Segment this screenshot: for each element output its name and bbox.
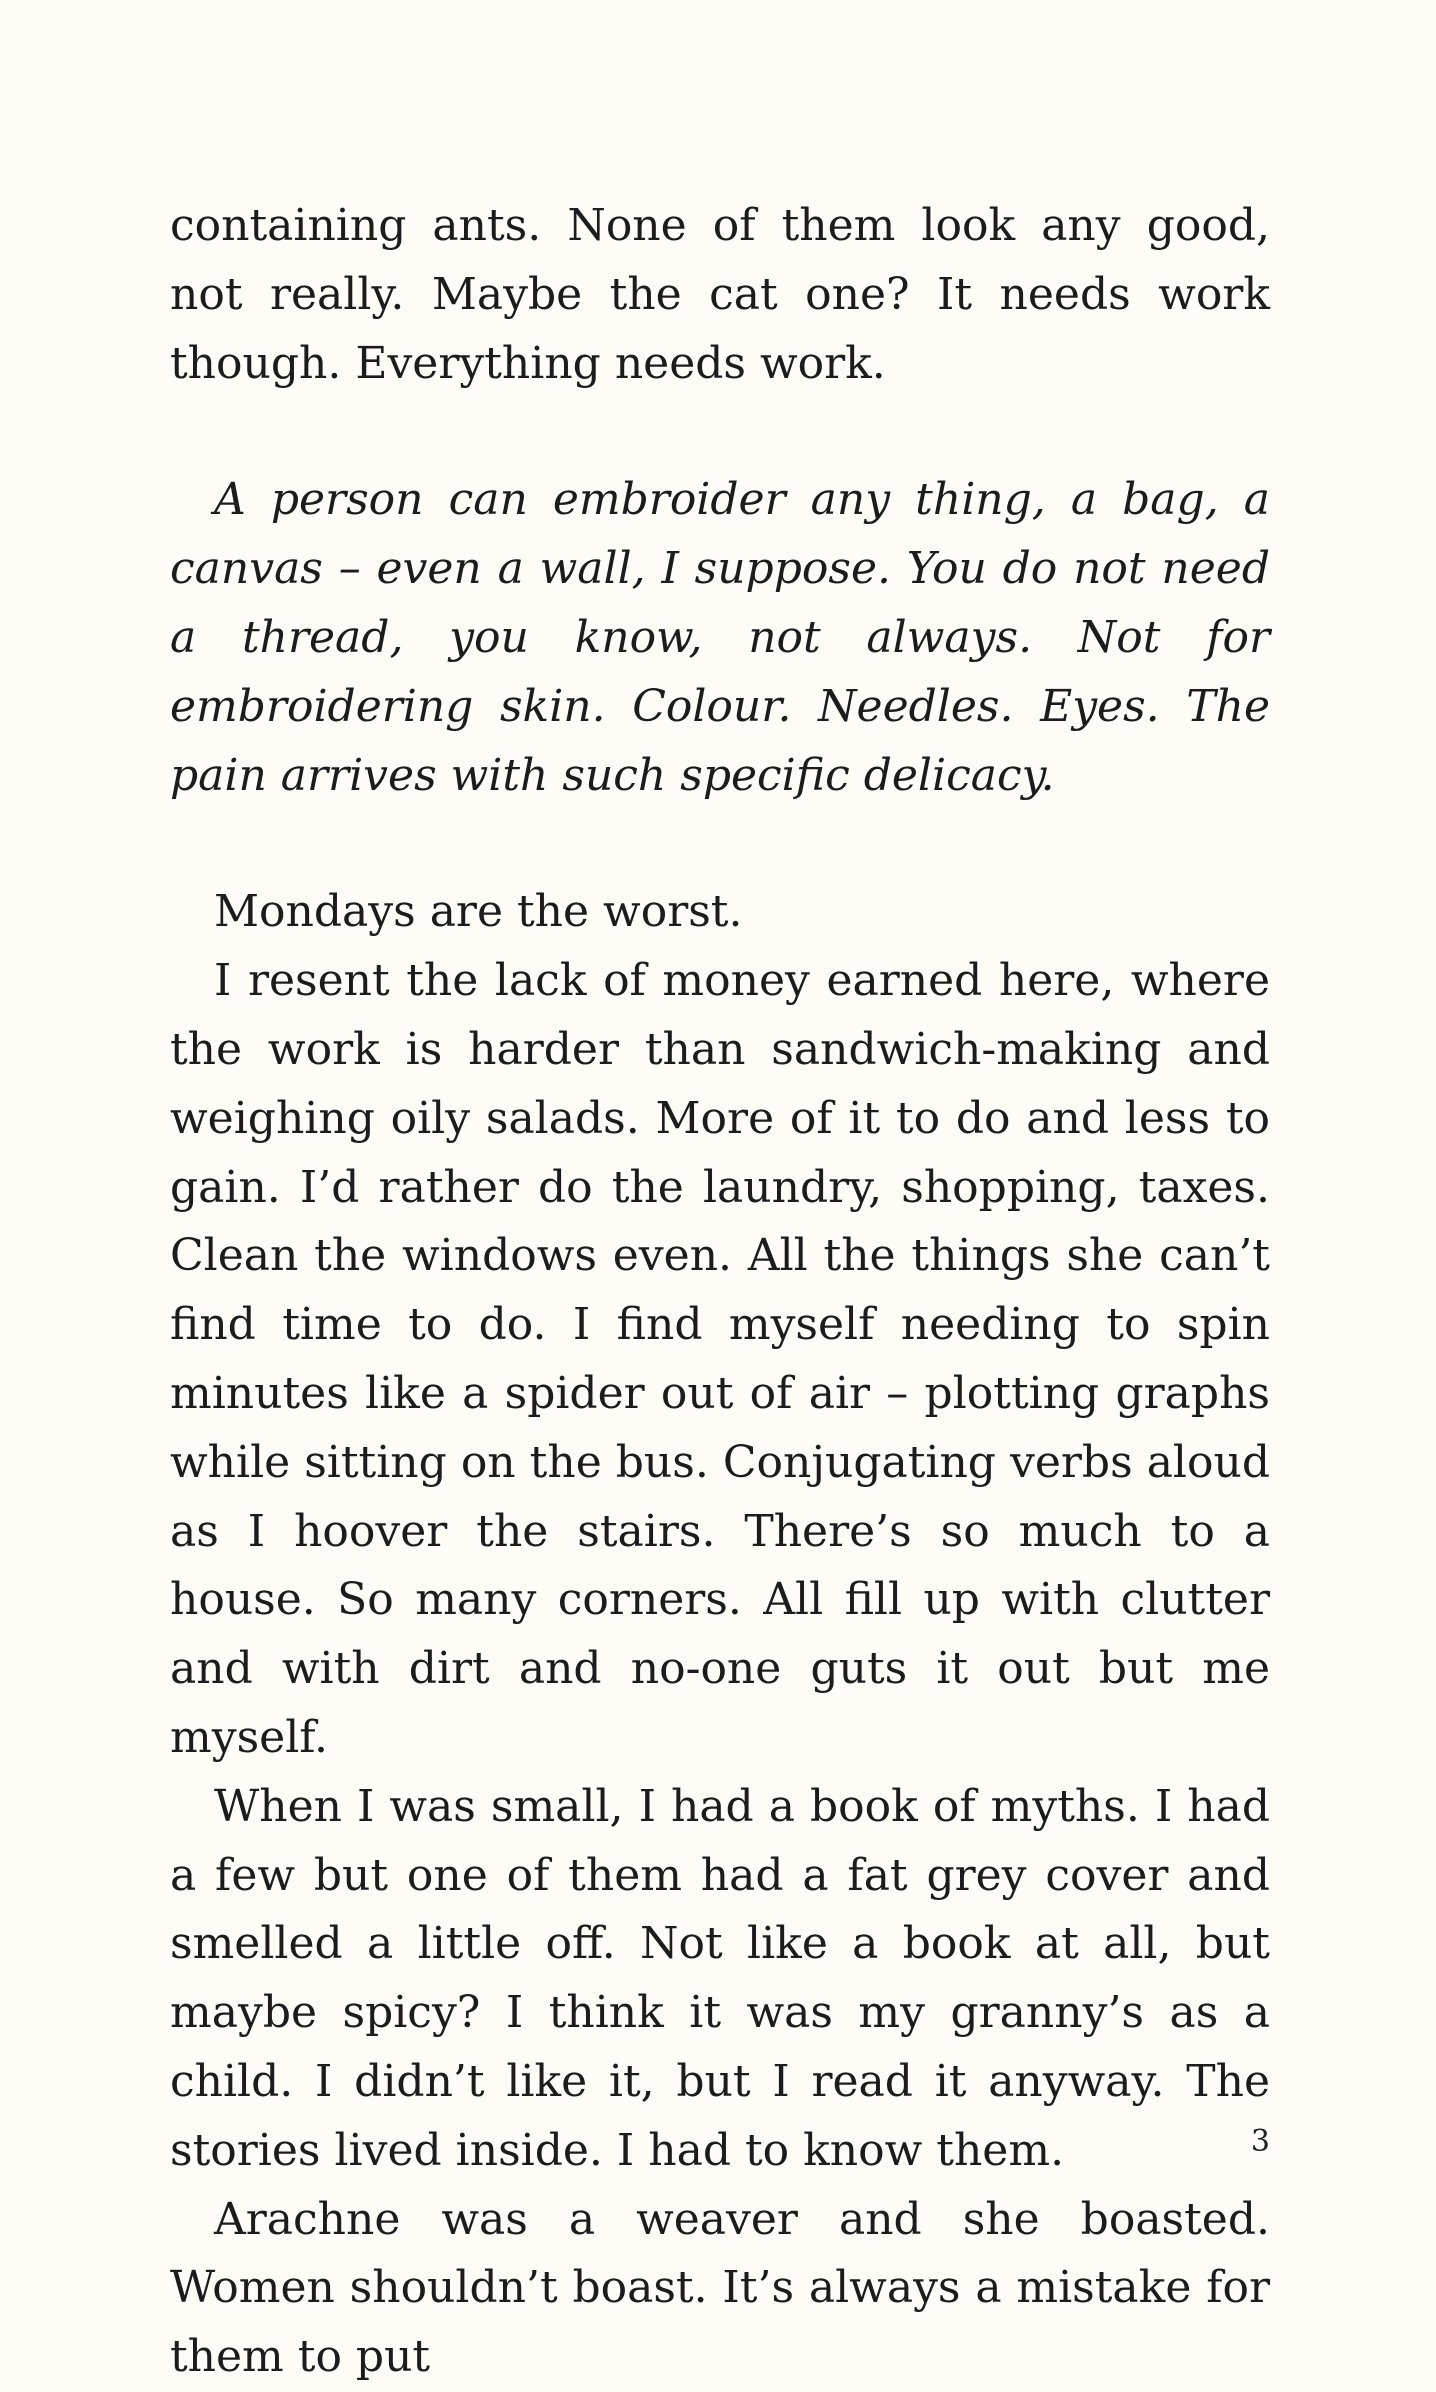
italic-passage: A person can embroider any thing, a bag, a canvas – even a wall, I suppose. You do not need a thread, you know, not always. Not for embroidering skin. Colour. Needles. Eyes. The pain arrives with such specific delicacy.	[170, 474, 1270, 801]
paragraph-mondays: Mondays are the worst.	[214, 886, 743, 938]
paragraph-continuation: containing ants. None of them look any good, not really. Maybe the cat one? It needs work though. Everything needs work.	[170, 200, 1270, 389]
page-body	[170, 192, 1270, 2392]
paragraph-arachne: Arachne was a weaver and she boasted. Women shouldn’t boast. It’s always a mistake for them to put	[170, 2193, 1270, 2383]
page-number: 3	[1250, 2124, 1270, 2159]
paragraph-book-of-myths: When I was small, I had a book of myths. I had a few but one of them had a fat grey cover and smelled a little off. Not like a book at all, but maybe spicy? I think it was my granny’s as a child. I didn’t like it, but I read it anyway. The stories lived inside. I had to know them.	[170, 1780, 1270, 2176]
paragraph-resent: I resent the lack of money earned here, where the work is harder than sandwich-making and weighing oily salads. More of it to do and less to gain. I’d rather do the laundry, shopping, taxes. Clean the windows even. All the things she can’t find time to do. I find myself needing to spin minutes like a spider out of air – plotting graphs while sitting on the bus. Conjugating verbs aloud as I hoover the stairs. There’s so much to a house. So many corners. All fill up with clutter and with dirt and no-one guts it out but me myself.	[170, 955, 1270, 1763]
